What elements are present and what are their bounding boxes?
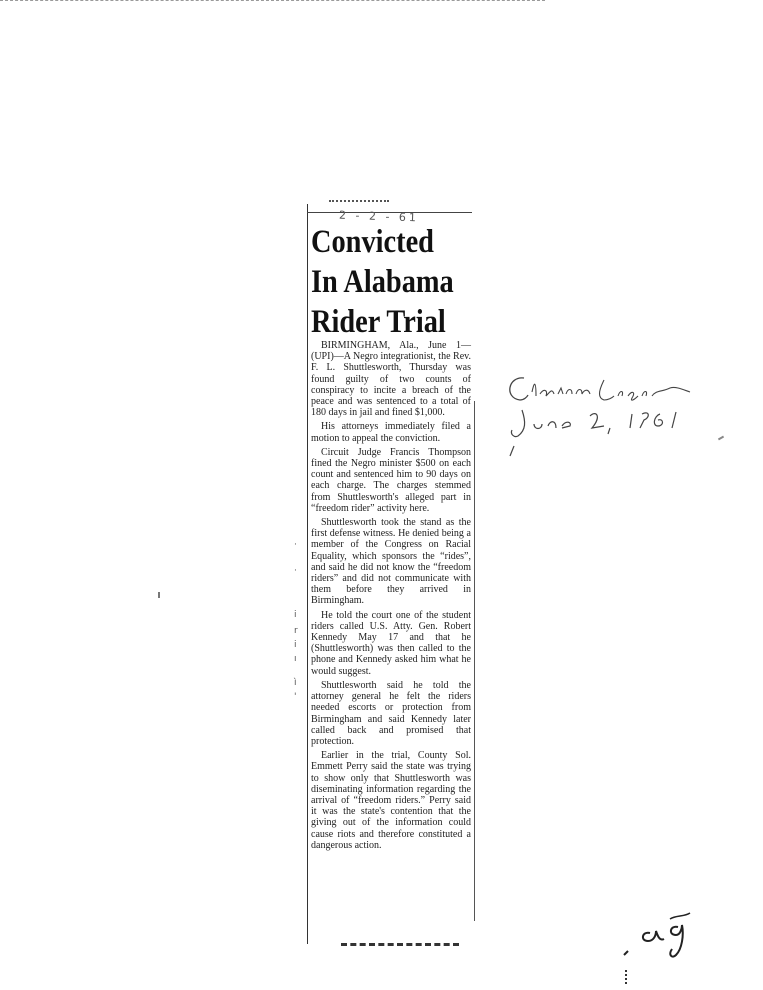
clipping-right-edge (474, 401, 475, 921)
handwritten-source-note (500, 370, 740, 470)
top-dashed-edge (0, 0, 545, 3)
handwritten-initials (620, 905, 700, 965)
article-paragraph: Earlier in the trial, County Sol. Emmett Perry said the state was trying to show only that Shuttlesworth was diseminating information regarding the arrival of “freedom riders.” Perry said it was the state's contention that the giving out of the information could cause riots and therefore constituted a dangerous action. (311, 750, 471, 851)
headline-line: Rider Trial (311, 304, 446, 340)
headline-line: Convicted (311, 224, 434, 260)
clipping-left-edge (307, 204, 308, 944)
stray-mark (158, 592, 160, 598)
margin-marks: · · i r i ı ì ' (294, 540, 298, 702)
article-paragraph: His attorneys immediately filed a motion to appeal the conviction. (311, 421, 471, 444)
date-scrawl: 2 - 2 - 61 (338, 208, 420, 225)
article-paragraph: BIRMINGHAM, Ala., June 1—(UPI)—A Negro integrationist, the Rev. F. L. Shuttlesworth, Thursday was found guilty of two counts of conspiracy to incite a breach of the peace and was sentenced to a total of 180 days in jail and fined $1,000. (311, 340, 471, 419)
article-paragraph: He told the court one of the student riders called U.S. Atty. Gen. Robert Kennedy May 17 and that he (Shuttlesworth) was then called to the phone and Kennedy asked him what he would suggest. (311, 609, 471, 677)
article-paragraph: Shuttlesworth took the stand as the first defense witness. He denied being a member of the Congress on Racial Equality, which sponsors the “rides”, and said he did not know the “freedom riders” and did not communicate with them before they arrived in Birmingham. (311, 517, 471, 607)
article-body (311, 340, 471, 854)
article-paragraph: Circuit Judge Francis Thompson fined the Negro minister $500 on each count and sentenced him to 90 days on each charge. The charges stemmed from Shuttlesworth's alleged part in “freedom rider” activity here. (311, 446, 471, 514)
article-paragraph: Shuttlesworth said he told the attorney general he felt the riders needed escorts or protection from Birmingham and said Kennedy later called back and promised that protection. (311, 679, 471, 747)
headline (311, 222, 454, 342)
headline-line: In Alabama (311, 264, 454, 300)
newspaper-clipping (305, 196, 475, 948)
clipping-bottom-rule (341, 940, 459, 946)
bottom-dots (625, 970, 631, 984)
masthead-scrap (329, 200, 389, 205)
